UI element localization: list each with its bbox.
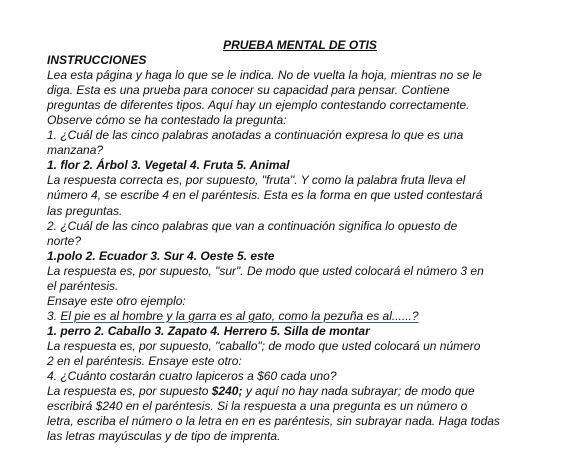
question-3-options: 1. perro 2. Caballo 3. Zapato 4. Herrero 5. Silla de montar (47, 323, 370, 338)
question-2-line: norte? (47, 233, 82, 248)
text-line: las preguntas. (47, 203, 123, 218)
text-line: escribirá $240 en el paréntesis. Si la respuesta a una pregunta es un número o (47, 399, 468, 414)
text-line: diga. Esta es una prueba para conocer su capacidad para pensar. Contiene (47, 83, 450, 98)
text-line: La respuesta correcta es, por supuesto, "fruta". Y como la palabra fruta lleva el (47, 173, 466, 188)
question-2-options: 1.polo 2. Ecuador 3. Sur 4. Oeste 5. este (47, 248, 275, 263)
text-line: el paréntesis. (47, 278, 119, 293)
answer-4-suffix: y aquí no hay nada subrayar; de modo que (242, 384, 475, 399)
text-line: La respuesta es, por supuesto, "caballo"; de modo que usted colocará un número (47, 338, 481, 353)
question-1-options: 1. flor 2. Árbol 3. Vegetal 4. Fruta 5. Animal (47, 158, 290, 173)
text-line: Ensaye este otro ejemplo: (47, 293, 186, 308)
question-3-number: 3. (47, 308, 61, 323)
text-line: letra, escriba el número o la letra en en es paréntesis, sin subrayar nada. Haga todas (47, 414, 500, 429)
question-3-line (47, 309, 559, 324)
text-line: 2 en el paréntesis. Ensaye este otro: (47, 353, 242, 368)
question-1-line: manzana? (47, 143, 104, 158)
text-line: La respuesta es, por supuesto, "sur". De modo que usted colocará el número 3 en (47, 263, 484, 278)
answer-4-prefix: La respuesta es, por supuesto (47, 384, 212, 399)
question-4-line: 4. ¿Cuánto costarán cuatro lapiceros a $60 cada uno? (47, 369, 337, 384)
question-1-line: 1. ¿Cuál de las cinco palabras anotadas a continuación expresa lo que es una (47, 128, 464, 143)
text-line: número 4, se escribe 4 en el paréntesis. Esta es la forma en que usted contestará (47, 188, 483, 203)
question-2-line: 2. ¿Cuál de las cinco palabras que van a continuación significa lo opuesto de (47, 218, 458, 233)
text-line: las letras mayúsculas y de tipo de imprenta. (47, 429, 281, 444)
section-heading: INSTRUCCIONES (47, 53, 147, 68)
text-line: Lea esta página y haga lo que se le indica. No de vuelta la hoja, mientras no se le (47, 68, 482, 83)
document-page (47, 38, 559, 444)
answer-4-amount: $240; (211, 384, 243, 399)
text-line: Observe cómo se ha contestado la pregunta: (47, 113, 287, 128)
text-line: preguntas de diferentes tipos. Aquí hay un ejemplo contestando correctamente. (47, 98, 470, 113)
answer-4-line (47, 384, 559, 399)
question-3-text: El pie es al hombre y la garra es al gato, como la pezuña es al......? (60, 308, 419, 323)
document-title: PRUEBA MENTAL DE OTIS (223, 38, 377, 52)
